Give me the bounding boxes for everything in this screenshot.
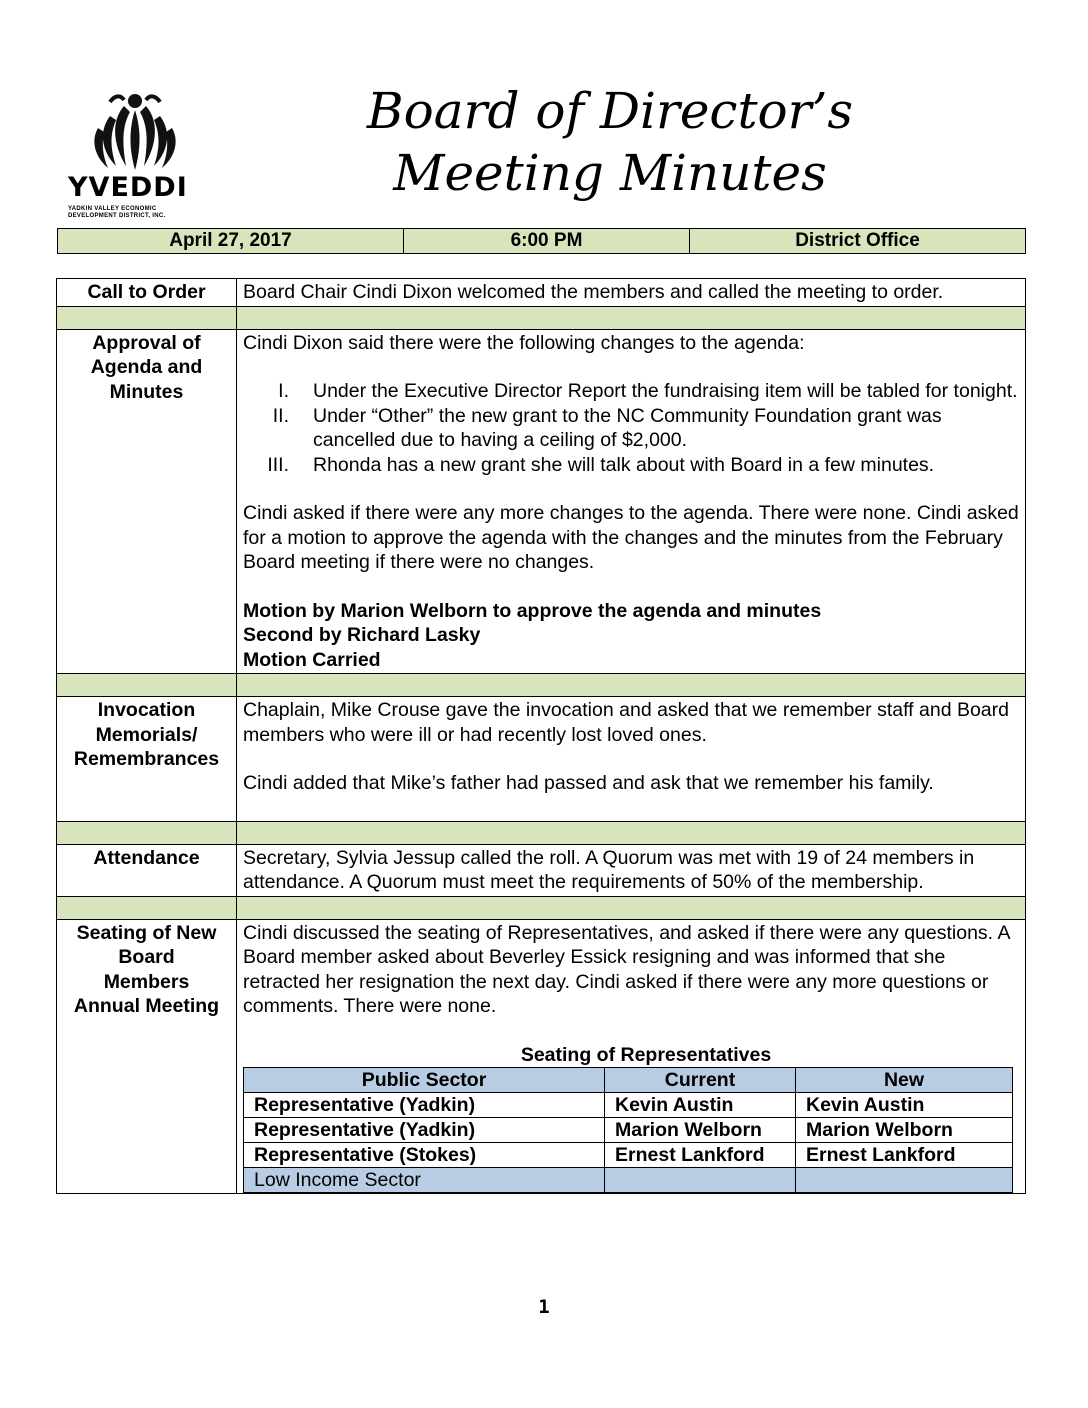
list-item: I. Under the Executive Director Report the fundraising item will be tabled for tonight. (278, 380, 1018, 402)
meeting-info-bar (57, 228, 1026, 254)
seating-paragraph: Cindi discussed the seating of Representatives, and asked if there were any questions. A Board member asked about Beverley Essick resigning and was informed that she retracted her resignation the next day. Cindi asked if there were any more questions or comments. There were none. (243, 921, 1010, 1017)
approval-intro: Cindi Dixon said there were the following changes to the agenda: (243, 331, 805, 354)
attendance-label: Attendance (57, 844, 237, 896)
second-text: Second by Richard Lasky (243, 624, 481, 646)
logo-subtitle-line2: DEVELOPMENT DISTRICT, INC. (68, 213, 166, 219)
column-header: Current (605, 1068, 796, 1093)
logo-subtitle-line1: YADKIN VALLEY ECONOMIC (68, 206, 157, 212)
approval-row (57, 329, 1026, 674)
minutes-table (56, 278, 1026, 1194)
approval-content (237, 329, 1026, 674)
list-item: II. Under “Other” the new grant to the NC Community Foundation grant was cancelled due to having a ceiling of $2,000. (272, 404, 942, 451)
meeting-time: 6:00 PM (404, 229, 690, 254)
separator-row (57, 896, 1026, 919)
motion-carried-text: Motion Carried (243, 648, 381, 671)
seating-table-title: Seating of Representatives (520, 1043, 772, 1066)
attendance-text: Secretary, Sylvia Jessup called the roll. A Quorum was met with 19 of 24 members in attendance. A Quorum must meet the requirements of 50% of the membership. (237, 844, 1026, 896)
table-row (244, 1093, 1013, 1118)
meeting-date: April 27, 2017 (58, 229, 404, 254)
approval-label: Approval of Agenda and Minutes (57, 329, 237, 674)
motion-text: Motion by Marion Welborn to approve the agenda and minutes (243, 599, 822, 622)
approval-paragraph: Cindi asked if there were any more changes to the agenda. There were none. Cindi asked for a motion to approve the agenda with the changes and the minutes from the February Board meeting if there were no changes. (243, 502, 1019, 573)
document-title (300, 80, 920, 204)
table-cell: Marion Welborn (796, 1118, 1013, 1143)
seating-row (57, 919, 1026, 1194)
table-cell: Representative (Yadkin) (244, 1118, 605, 1143)
table-cell: Representative (Yadkin) (244, 1093, 605, 1118)
call-to-order-row (57, 279, 1026, 307)
table-cell: Kevin Austin (796, 1093, 1013, 1118)
yveddi-logo (60, 92, 200, 222)
call-to-order-text: Board Chair Cindi Dixon welcomed the members and called the meeting to order. (237, 279, 1026, 307)
table-cell: Ernest Lankford (796, 1143, 1013, 1168)
table-cell: Kevin Austin (605, 1093, 796, 1118)
table-cell: Ernest Lankford (605, 1143, 796, 1168)
column-header: Public Sector (244, 1068, 605, 1093)
table-row (244, 1118, 1013, 1143)
seating-content (237, 919, 1026, 1194)
call-to-order-label: Call to Order (57, 279, 237, 307)
people-figure-icon (80, 92, 190, 172)
invocation-content (237, 697, 1026, 822)
logo-subtitle (68, 206, 198, 220)
separator-row (57, 306, 1026, 329)
table-row (244, 1143, 1013, 1168)
table-section-row (244, 1168, 1013, 1193)
seating-label: Seating of New Board Members Annual Meeting (57, 919, 237, 1194)
meeting-location: District Office (690, 229, 1026, 254)
invocation-paragraph-1: Chaplain, Mike Crouse gave the invocation and asked that we remember staff and Board members who were ill or had recently lost loved ones. (243, 699, 1009, 746)
invocation-row (57, 697, 1026, 822)
table-cell (605, 1168, 796, 1193)
title-line1: Board of Director’s (366, 82, 854, 140)
logo-wordmark: YVEDDI (68, 172, 188, 203)
table-cell: Low Income Sector (244, 1168, 605, 1193)
agenda-changes-list (243, 379, 1019, 477)
table-header-row (244, 1068, 1013, 1093)
title-line2: Meeting Minutes (393, 144, 827, 202)
seating-table (243, 1067, 1013, 1193)
attendance-row (57, 844, 1026, 896)
separator-row (57, 821, 1026, 844)
table-cell (796, 1168, 1013, 1193)
invocation-label: Invocation Memorials/ Remembrances (57, 697, 237, 822)
list-item: III. Rhonda has a new grant she will talk about with Board in a few minutes. (267, 453, 935, 476)
table-cell: Marion Welborn (605, 1118, 796, 1143)
separator-row (57, 674, 1026, 697)
page-number: 1 (538, 1296, 550, 1318)
invocation-paragraph-2: Cindi added that Mike’s father had passed and ask that we remember his family. (243, 772, 934, 794)
table-cell: Representative (Stokes) (244, 1143, 605, 1168)
column-header: New (796, 1068, 1013, 1093)
